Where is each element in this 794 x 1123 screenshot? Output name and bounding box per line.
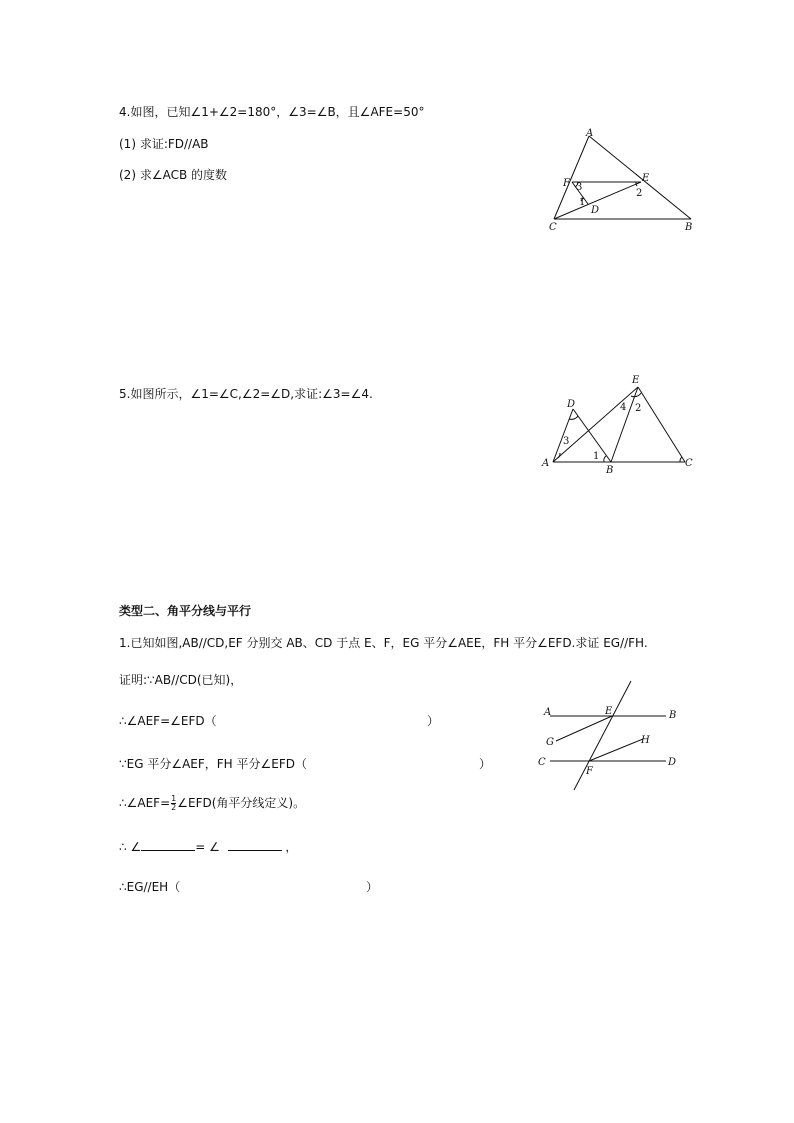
proof-line3-post: ∠EFD(角平分线定义)。 [177, 796, 306, 810]
q5-label-D: D [567, 399, 576, 410]
fraction-numerator: 1 [171, 794, 177, 803]
fraction-denominator: 2 [171, 803, 177, 812]
proof-line4-b: = ∠ [195, 840, 220, 854]
proof-intro: 证明:∵AB//CD(已知)， [119, 673, 243, 687]
q5-label-3: 3 [563, 436, 570, 447]
q4-label-3: 3 [576, 182, 583, 193]
q4-label-D: D [591, 205, 600, 216]
proof-line3 [119, 795, 305, 812]
section2-heading: 类型二、角平分线与平行 [119, 604, 252, 618]
q4-label-B: B [685, 222, 693, 233]
proof-line3-pre: ∴∠AEF= [119, 796, 171, 810]
half-fraction [171, 795, 176, 812]
q5-label-2: 2 [635, 403, 642, 414]
q5-label-A: A [542, 458, 550, 469]
s2-label-B: B [669, 710, 677, 721]
proof-line2: ∵EG 平分∠AEF，FH 平分∠EFD（ [119, 757, 308, 771]
q5-title: 5.如图所示，∠1=∠C,∠2=∠D,求证:∠3=∠4. [119, 387, 373, 401]
q4-label-2: 2 [636, 188, 643, 199]
q4-label-C: C [549, 222, 557, 233]
q5-label-E: E [632, 375, 640, 386]
proof-line2-close: ） [479, 757, 492, 771]
proof-line5-close: ） [366, 880, 379, 894]
q4-part2: (2) 求∠ACB 的度数 [119, 168, 227, 182]
s2-label-G: G [546, 737, 554, 748]
s2-label-H: H [641, 735, 650, 746]
blank-angle-2[interactable] [228, 840, 282, 851]
q4-label-1: 1 [579, 197, 586, 208]
proof-line4-c: ， [285, 840, 298, 854]
blank-angle-1[interactable] [141, 840, 195, 851]
q4-figure [540, 126, 710, 236]
s2-label-E: E [605, 706, 613, 717]
q4-label-A: A [586, 128, 594, 139]
proof-line5: ∴EG//EH（ [119, 880, 181, 894]
q5-label-C: C [685, 458, 693, 469]
q5-label-B: B [606, 465, 614, 476]
q5-label-4: 4 [620, 402, 627, 413]
q4-part1: (1) 求证:FD//AB [119, 137, 209, 151]
section2-problem: 1.已知如图,AB//CD,EF 分别交 AB、CD 于点 E、F，EG 平分∠AEE，FH 平分∠EFD.求证 EG//FH. [119, 636, 648, 650]
proof-line1-close: ） [427, 714, 440, 728]
q4-title: 4.如图，已知∠1+∠2=180°，∠3=∠B，且∠AFE=50° [119, 105, 425, 119]
section2-figure [536, 677, 686, 795]
q4-label-F: F [563, 178, 570, 189]
s2-label-D: D [668, 757, 677, 768]
s2-label-C: C [538, 757, 546, 768]
s2-label-F: F [586, 766, 593, 777]
proof-line4 [119, 839, 297, 855]
proof-line4-a: ∴ ∠ [119, 840, 142, 854]
proof-line1: ∴∠AEF=∠EFD（ [119, 714, 217, 728]
q5-figure [538, 369, 703, 479]
q4-label-E: E [642, 173, 650, 184]
q5-label-1: 1 [593, 451, 600, 462]
s2-label-A: A [544, 707, 552, 718]
